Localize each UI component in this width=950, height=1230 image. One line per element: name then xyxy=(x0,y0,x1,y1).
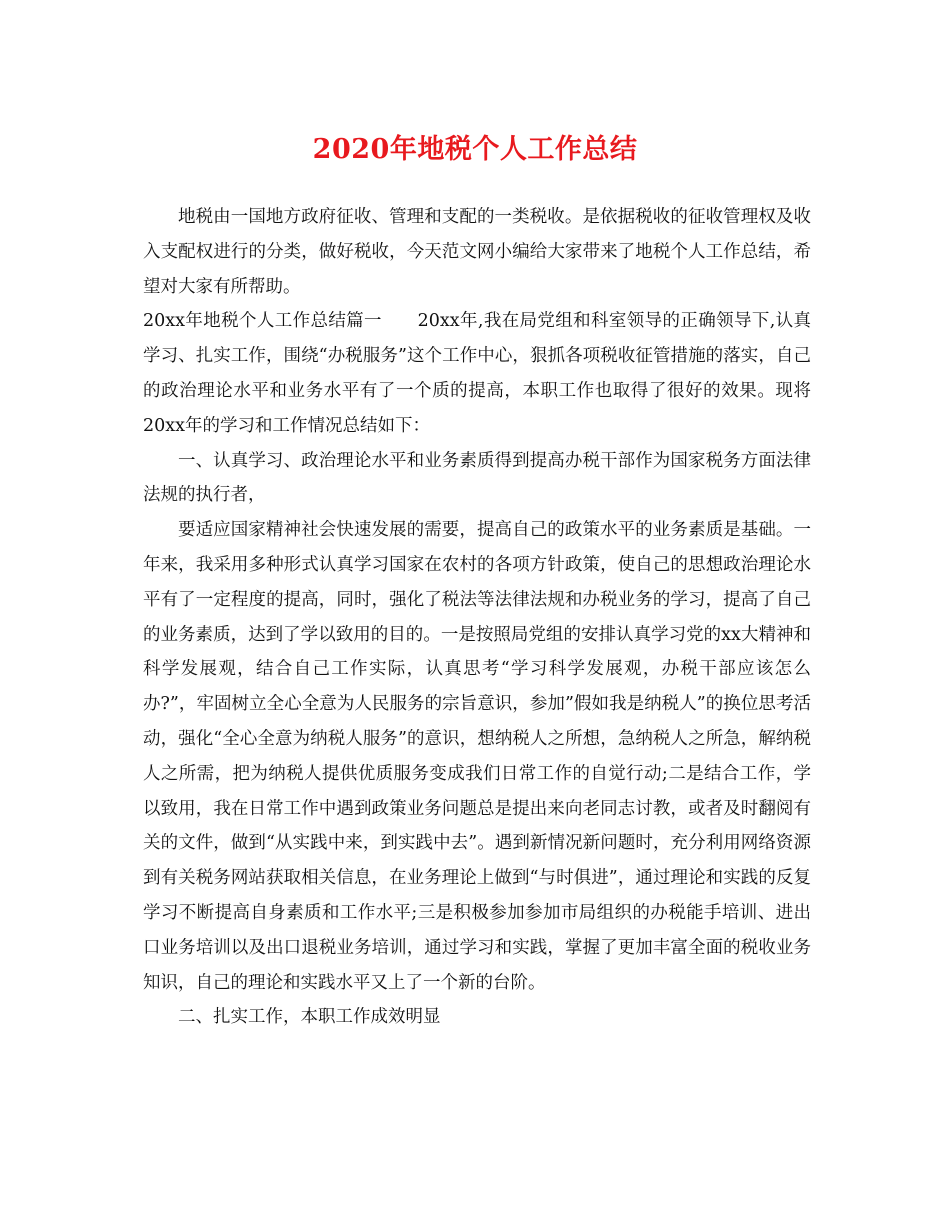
document-body xyxy=(143,200,811,1035)
paragraph-intro: 地税由一国地方政府征收、管理和支配的一类税收。是依据税收的征收管理权及收入支配权进行的分类，做好税收，今天范文网小编给大家带来了地税个人工作总结，希望对大家有所帮助。 xyxy=(143,207,811,297)
paragraph-point-one-heading: 一、认真学习、政治理论水平和业务素质得到提高办税干部作为国家税务方面法律法规的执行者， xyxy=(143,450,811,506)
document-title: 2020年地税个人工作总结 xyxy=(312,134,638,165)
paragraph-section-heading: 20xx年地税个人工作总结篇一 20xx年,我在局党组和科室领导的正确领导下,认真学习、扎实工作，围绕“办税服务”这个工作中心，狠抓各项税收征管措施的落实，自己的政治理论水平和业务水平有了一个质的提高，本职工作也取得了很好的效果。现将20xx年的学习和工作情况总结如下： xyxy=(143,311,811,436)
paragraph-point-one-body: 要适应国家精神社会快速发展的需要，提高自己的政策水平的业务素质是基础。一年来，我采用多种形式认真学习国家在农村的各项方针政策，使自己的思想政治理论水平有了一定程度的提高，同时，强化了税法等法律法规和办税业务的学习，提高了自己的业务素质，达到了学以致用的目的。一是按照局党组的安排认真学习党的xx大精神和科学发展观，结合自己工作实际，认真思考“学习科学发展观，办税干部应该怎么办?”，牢固树立全心全意为人民服务的宗旨意识，参加”假如我是纳税人”的换位思考活动，强化“全心全意为纳税人服务”的意识，想纳税人之所想，急纳税人之所急，解纳税人之所需，把为纳税人提供优质服务变成我们日常工作的自觉行动;二是结合工作，学以致用，我在日常工作中遇到政策业务问题总是提出来向老同志讨教，或者及时翻阅有关的文件，做到“从实践中来，到实践中去”。遇到新情况新问题时，充分利用网络资源到有关税务网站获取相关信息，在业务理论上做到“与时俱进”，通过理论和实践的反复学习不断提高自身素质和工作水平;三是积极参加参加市局组织的办税能手培训、进出口业务培训以及出口退税业务培训，通过学习和实践，掌握了更加丰富全面的税收业务知识，自己的理论和实践水平又上了一个新的台阶。 xyxy=(143,520,811,993)
paragraph-point-two-heading: 二、扎实工作，本职工作成效明显 xyxy=(178,1007,441,1028)
